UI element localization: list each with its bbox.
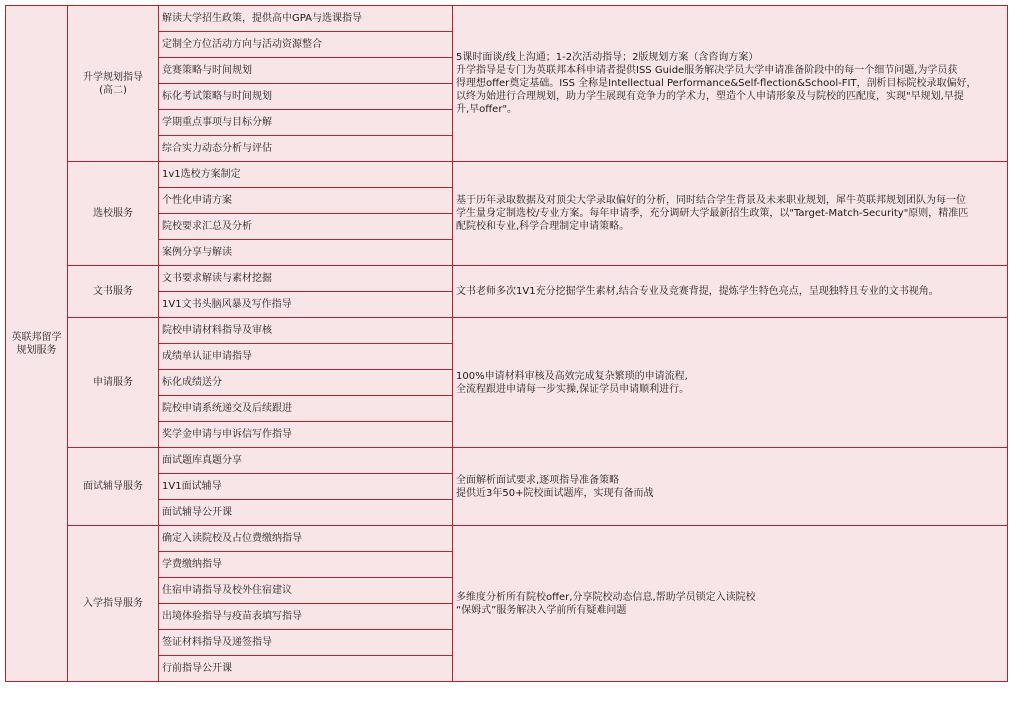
table-row (6, 6, 1008, 32)
service-item: 1v1选校方案制定 (159, 162, 453, 188)
service-item: 标化考试策略与时间规划 (159, 84, 453, 110)
description-line: 全面解析面试要求,逐项指导准备策略 (456, 474, 620, 486)
service-item: 院校申请材料指导及审核 (159, 318, 453, 344)
description-line: 100%申请材料审核及高效完成复杂繁琐的申请流程, (456, 370, 688, 382)
description-line: 学生量身定制选校/专业方案。每年申请季，充分调研大学最新招生政策，以"Target-Match-Security"原则，精准匹 (456, 208, 969, 219)
service-item: 院校申请系统递交及后续跟进 (159, 396, 453, 422)
service-item: 院校要求汇总及分析 (159, 214, 453, 240)
description-line: 提供近3年50+院校面试题库，实现有备而战 (456, 487, 654, 499)
service-item: 竞赛策略与时间规划 (159, 58, 453, 84)
service-item: 确定入读院校及占位费缴纳指导 (159, 526, 453, 552)
table-row (6, 526, 1008, 552)
service-item: 学期重点事项与目标分解 (159, 110, 453, 136)
category-label: 申请服务 (93, 377, 133, 388)
main-service-line: 英联邦留学 (11, 331, 62, 343)
main-service-line: 规划服务 (16, 344, 57, 356)
service-item: 1V1面试辅导 (159, 474, 453, 500)
description-cell (453, 448, 1008, 526)
description-cell (453, 162, 1008, 266)
service-item: 签证材料指导及递签指导 (159, 630, 453, 656)
table-row (6, 318, 1008, 344)
table-row (6, 266, 1008, 292)
description-cell (453, 6, 1008, 162)
description-cell (453, 266, 1008, 318)
category-label: 入学指导服务 (83, 598, 143, 609)
description-cell (453, 318, 1008, 448)
service-item: 1V1文书头脑风暴及写作指导 (159, 292, 453, 318)
category-cell (68, 448, 159, 526)
service-item: 解读大学招生政策，提供高中GPA与选课指导 (159, 6, 453, 32)
category-label: 升学规划指导 (83, 71, 143, 83)
category-label: 文书服务 (93, 286, 133, 297)
description-line: 得理想offer奠定基础。ISS 全称是Intellectual Performance&Self-flection&School-FIT，剖析目标院校录取偏好， (456, 78, 977, 89)
service-item: 案例分享与解读 (159, 240, 453, 266)
service-item: 出境体验指导与疫苗表填写指导 (159, 604, 453, 630)
services-table (5, 5, 1008, 682)
table-row (6, 162, 1008, 188)
service-item: 住宿申请指导及校外住宿建议 (159, 578, 453, 604)
service-item: 成绩单认证申请指导 (159, 344, 453, 370)
category-cell (68, 6, 159, 162)
service-item: 综合实力动态分析与评估 (159, 136, 453, 162)
description-line: “保姆式”服务解决入学前所有疑难问题 (456, 604, 627, 616)
category-cell (68, 526, 159, 682)
description-line: 升,早offer"。 (456, 104, 518, 115)
description-cell (453, 526, 1008, 682)
service-item: 行前指导公开课 (159, 656, 453, 682)
service-item: 奖学金申请与申诉信写作指导 (159, 422, 453, 448)
service-item: 标化成绩送分 (159, 370, 453, 396)
main-service-label (6, 6, 68, 682)
description-line: 升学指导是专门为英联邦本科申请者提供ISS Guide服务解决学员大学申请准备阶段中的每一个细节问题,为学员获 (456, 65, 958, 76)
service-item: 面试题库真题分享 (159, 448, 453, 474)
description-line: 基于历年录取数据及对顶尖大学录取偏好的分析，同时结合学生背景及未来职业规划，犀牛英联邦规划团队为每一位 (456, 195, 966, 206)
category-label: 选校服务 (93, 208, 133, 219)
service-item: 面试辅导公开课 (159, 500, 453, 526)
table-row (6, 448, 1008, 474)
description-line: 文书老师多次1V1充分挖掘学生素材,结合专业及竞赛背提，提炼学生特色亮点，呈现独特且专业的文书视角。 (456, 286, 939, 297)
category-cell (68, 162, 159, 266)
category-label: (高二) (99, 84, 127, 96)
service-item: 定制全方位活动方向与活动资源整合 (159, 32, 453, 58)
service-item: 学费缴纳指导 (159, 552, 453, 578)
category-cell (68, 266, 159, 318)
description-line: 5课时面谈/线上沟通；1-2次活动指导；2版规划方案（含咨询方案） (456, 52, 759, 63)
service-item: 个性化申请方案 (159, 188, 453, 214)
description-line: 配院校和专业,科学合理制定申请策略。 (456, 221, 630, 232)
service-item: 文书要求解读与素材挖掘 (159, 266, 453, 292)
category-cell (68, 318, 159, 448)
description-line: 多维度分析所有院校offer,分享院校动态信息,帮助学员锁定入读院校 (456, 591, 756, 603)
description-line: 以终为始进行合理规划，助力学生展现有竞争力的学术力，塑造个人申请形象及与院校的匹配度，实现"早规划,早提 (456, 91, 964, 102)
category-label: 面试辅导服务 (83, 481, 143, 492)
description-line: 全流程跟进申请每一步实操,保证学员申请顺利进行。 (456, 383, 690, 395)
